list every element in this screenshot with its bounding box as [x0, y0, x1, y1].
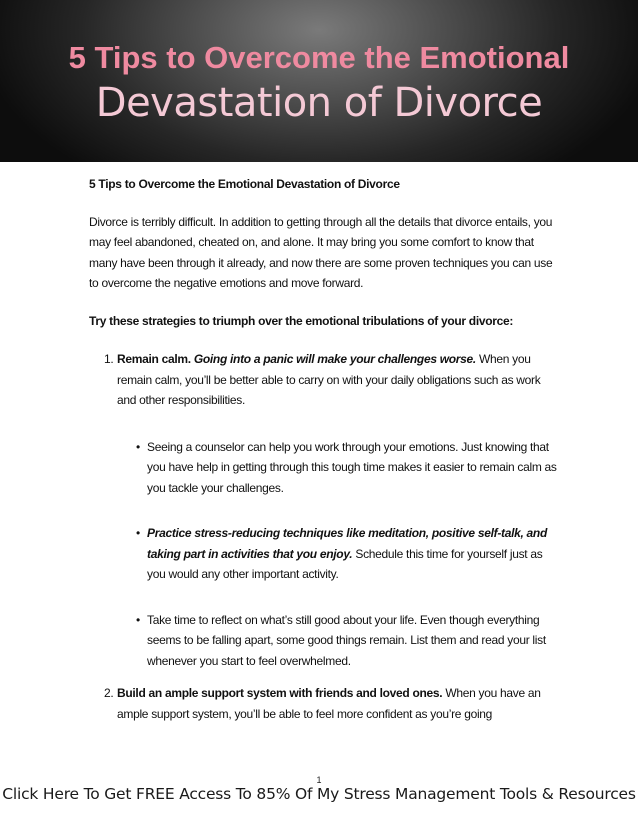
intro-paragraph: Divorce is terribly difficult. In addition to getting through all the details that divorce entails, you may feel abandoned, cheated on, and alone. It may bring you some comfort to know that many have been through it already, and now there are some proven techniques you can use to overcome the negative emotions and move forward.: [89, 214, 553, 290]
tip-text: When you have an ample support system, you’ll be able to feel more confident as you’re going: [117, 686, 541, 721]
article-title: 5 Tips to Overcome the Emotional Devastation of Divorce: [89, 177, 400, 191]
tip-lead: Build an ample support system with friends and loved ones.: [117, 686, 443, 700]
title-banner: [0, 0, 638, 162]
bullet-dot-icon: •: [136, 439, 140, 454]
bullet-lead: Practice stress-reducing techniques like meditation, positive self-talk, and taking part in activities that you enjoy.: [147, 526, 547, 561]
strategies-heading: Try these strategies to triumph over the emotional tribulations of your divorce:: [89, 313, 514, 328]
bullet-text: Take time to reflect on what’s still good about your life. Even though everything seems to be falling apart, some good things remain. List them and read your list whenever you start to feel overwhelmed.: [147, 612, 546, 668]
article-body: [89, 174, 559, 724]
bullet-dot-icon: •: [136, 526, 140, 540]
free-access-link[interactable]: Click Here To Get FREE Access To 85% Of My Stress Management Tools & Resources: [2, 785, 636, 803]
tip-item-2: [89, 683, 559, 724]
bullet-item: [89, 437, 559, 499]
bullet-text: Schedule this time for yourself just as you would any other important activity.: [147, 546, 543, 581]
tip-lead: Remain calm.: [117, 352, 191, 366]
banner-title-line1: 5 Tips to Overcome the Emotional: [68, 40, 570, 75]
tip-number: 2.: [104, 686, 114, 700]
tip-number: 1.: [104, 352, 114, 366]
bullet-dot-icon: •: [136, 612, 140, 627]
tip-emphasis: Going into a panic will make your challenges worse.: [193, 352, 476, 366]
bullet-item: [89, 523, 559, 585]
banner-title-line2: Devastation of Divorce: [95, 80, 543, 126]
bullet-text: Seeing a counselor can help you work through your emotions. Just knowing that you have help in getting through this tough time makes it easier to remain calm as you tackle your challenges.: [147, 439, 557, 495]
page-number: 1: [316, 775, 322, 785]
tip-item-1: [89, 349, 559, 411]
tip-text: When you remain calm, you’ll be better able to carry on with your daily obligations such as work and other responsibilities.: [117, 352, 541, 407]
bullet-item: [89, 610, 559, 672]
